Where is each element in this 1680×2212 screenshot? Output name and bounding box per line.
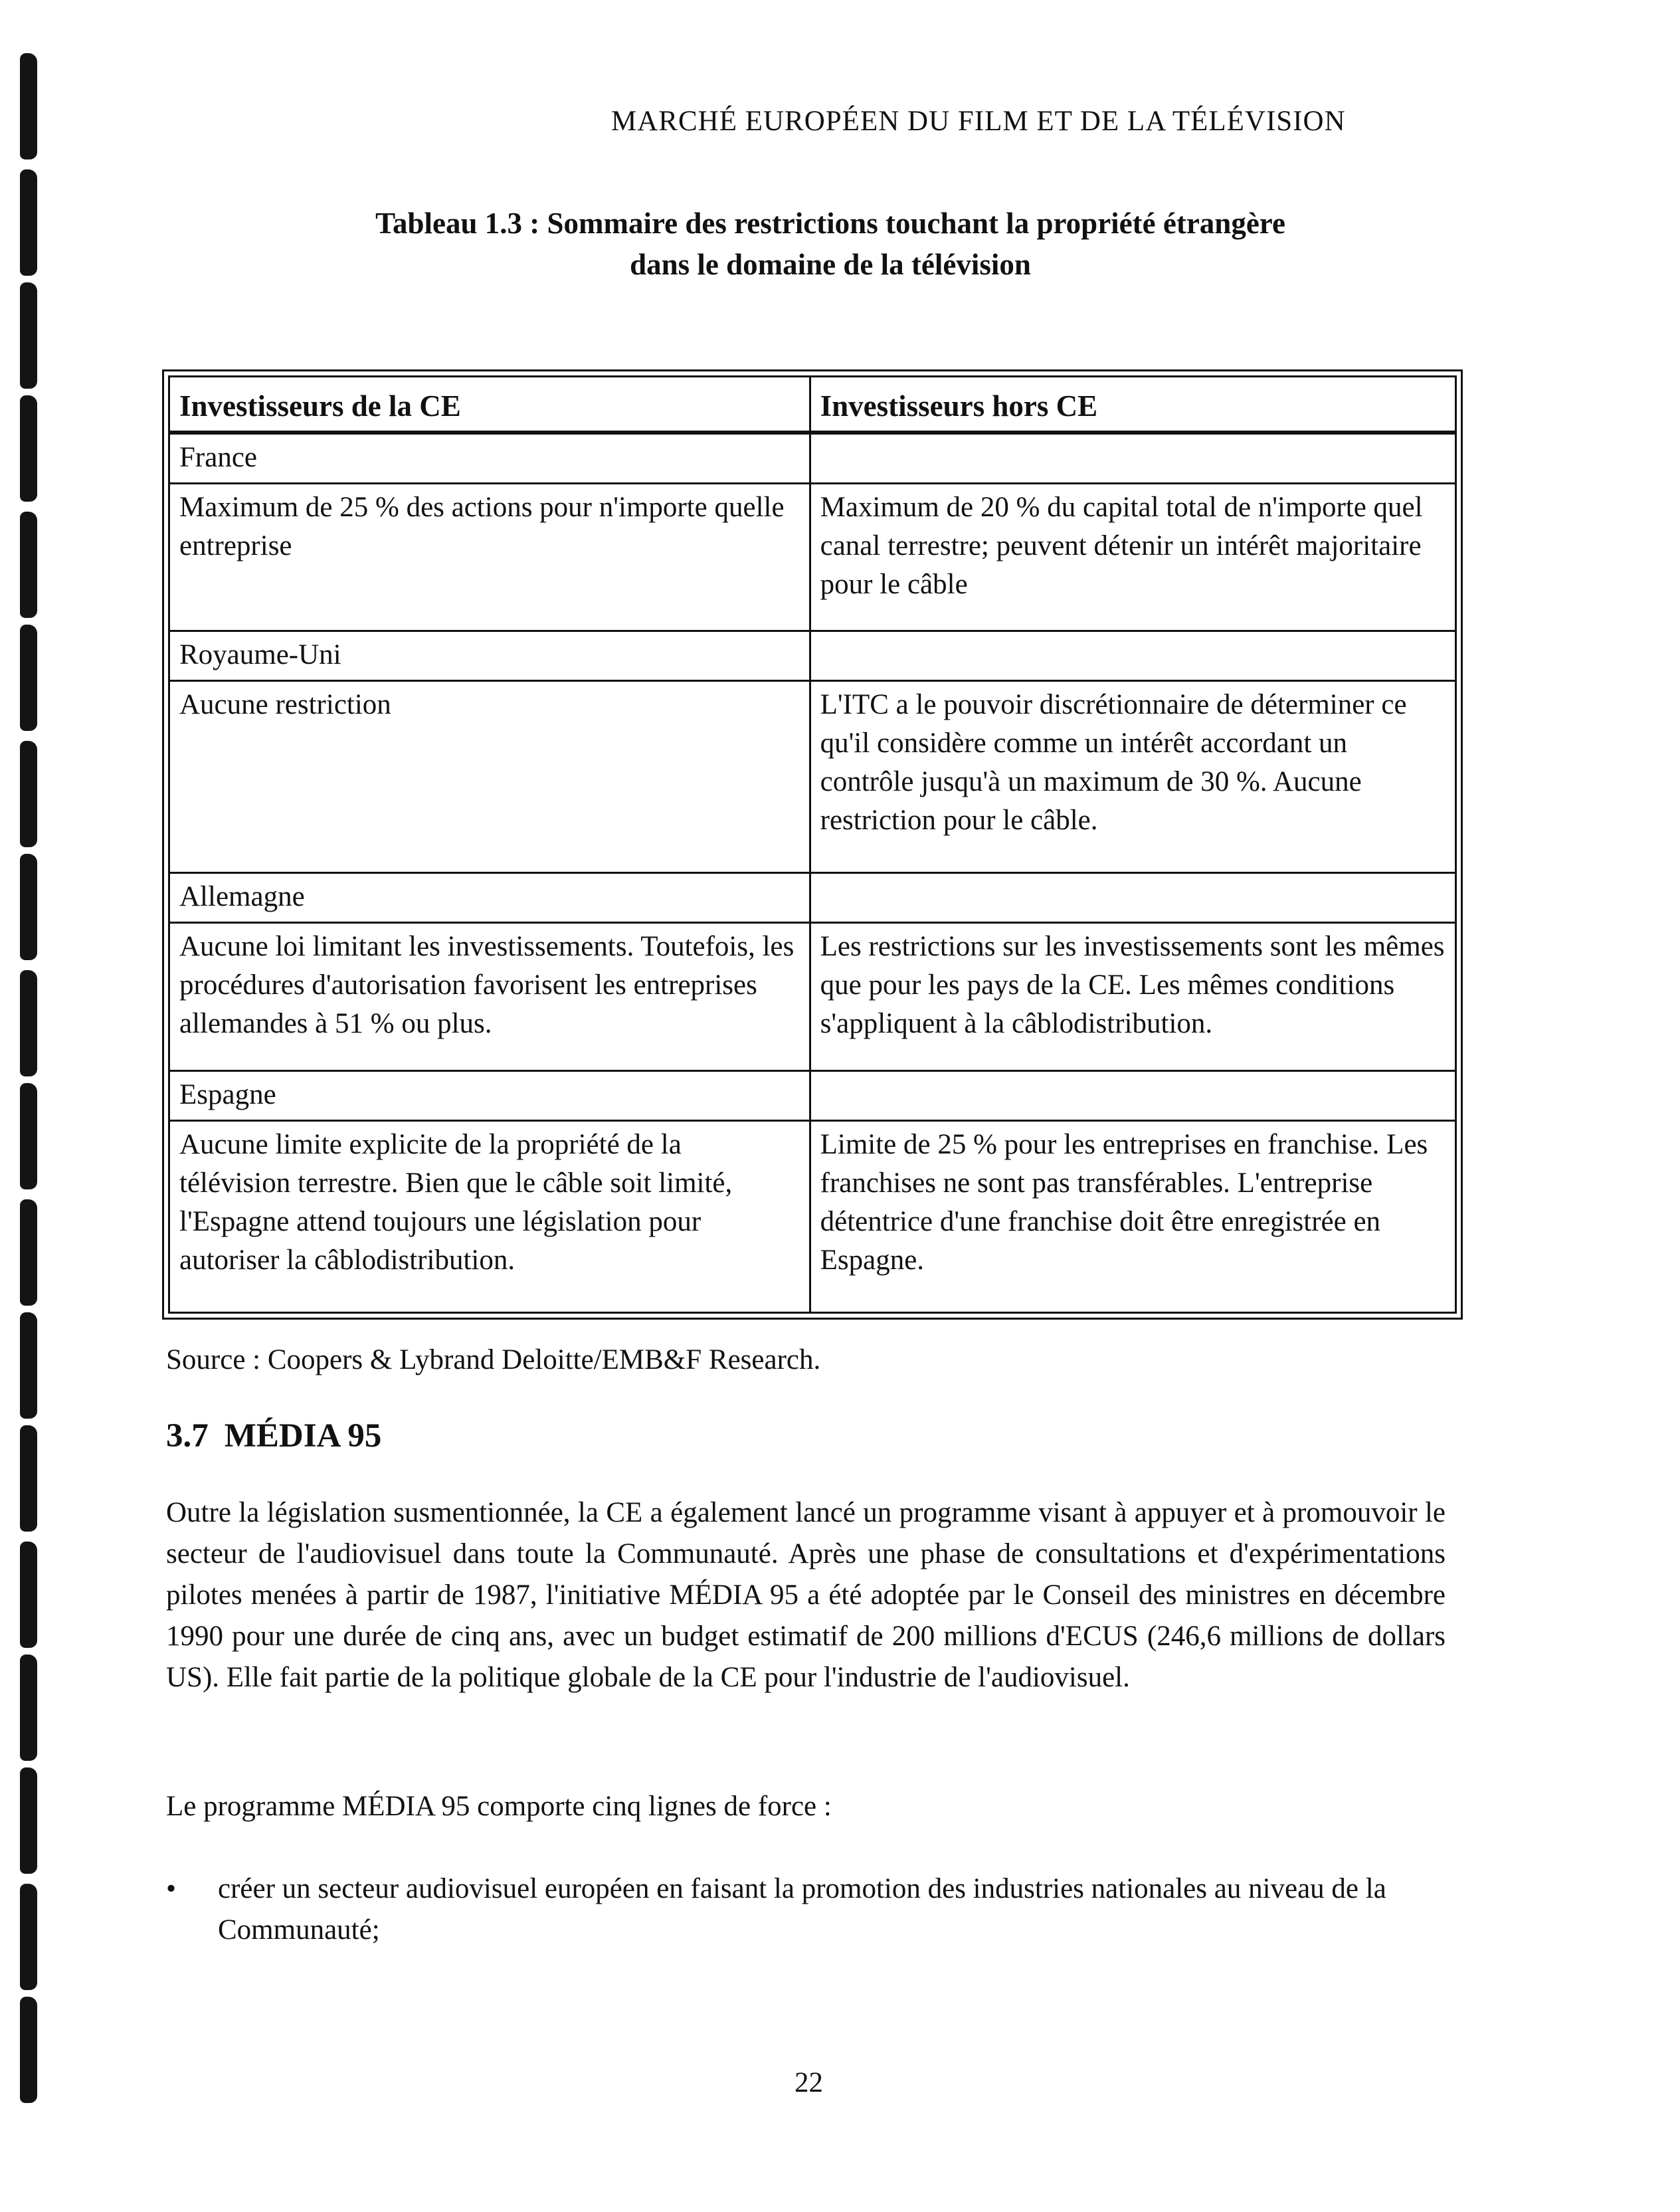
body-paragraph: Le programme MÉDIA 95 comporte cinq lignes de force : — [166, 1791, 832, 1822]
ownership-restrictions-table — [168, 375, 1457, 1314]
binding-hole — [20, 1997, 37, 2103]
binding-hole — [20, 512, 37, 618]
table-row — [169, 484, 1456, 631]
binding-hole — [20, 1542, 37, 1648]
country-row — [169, 433, 1456, 484]
cell-ce: Maximum de 25 % des actions pour n'importe quelle entreprise — [169, 484, 810, 631]
table-caption — [199, 203, 1461, 285]
empty-cell — [810, 873, 1455, 923]
country-row — [169, 631, 1456, 681]
country-label: Royaume-Uni — [169, 631, 810, 681]
empty-cell — [810, 433, 1455, 484]
table-source-note: Source : Coopers & Lybrand Deloitte/EMB&F Research. — [166, 1344, 821, 1375]
binding-holes — [20, 40, 50, 2186]
empty-cell — [810, 631, 1455, 681]
bullet-text: créer un secteur audiovisuel européen en faisant la promotion des industries nationales au niveau de la Communauté; — [218, 1873, 1386, 1946]
column-header-hors-ce: Investisseurs hors CE — [810, 377, 1455, 433]
cell-hors-ce: Les restrictions sur les investissements sont les mêmes que pour les pays de la CE. Les mêmes conditions s'appliquent à la câblodistribution. — [810, 923, 1455, 1070]
cell-hors-ce: L'ITC a le pouvoir discrétionnaire de déterminer ce qu'il considère comme un intérêt accordant un contrôle jusqu'à un maximum de 30 %. Aucune restriction pour le câble. — [810, 681, 1455, 873]
binding-hole — [20, 395, 37, 502]
table-row — [169, 1120, 1456, 1312]
binding-hole — [20, 1655, 37, 1761]
binding-hole — [20, 854, 37, 960]
country-label: France — [169, 433, 810, 484]
table-caption-line2: dans le domaine de la télévision — [630, 248, 1031, 281]
binding-hole — [20, 625, 37, 731]
bullet-list-item — [166, 1868, 1446, 1951]
binding-hole — [20, 1767, 37, 1874]
cell-ce: Aucune limite explicite de la propriété de la télévision terrestre. Bien que le câble soit limité, l'Espagne attend toujours une législation pour autoriser la câblodistribution. — [169, 1120, 810, 1312]
binding-hole — [20, 169, 37, 276]
cell-ce: Aucune restriction — [169, 681, 810, 873]
binding-hole — [20, 282, 37, 389]
table-row — [169, 681, 1456, 873]
binding-hole — [20, 1312, 37, 1419]
cell-hors-ce: Maximum de 20 % du capital total de n'importe quel canal terrestre; peuvent détenir un intérêt majoritaire pour le câble — [810, 484, 1455, 631]
cell-ce: Aucune loi limitant les investissements. Toutefois, les procédures d'autorisation favorisent les entreprises allemandes à 51 % ou plus. — [169, 923, 810, 1070]
table-header-row — [169, 377, 1456, 433]
table-row — [169, 923, 1456, 1070]
binding-hole — [20, 1199, 37, 1306]
binding-hole — [20, 1884, 37, 1990]
page-number: 22 — [794, 2067, 823, 2098]
binding-hole — [20, 741, 37, 847]
binding-hole — [20, 970, 37, 1076]
binding-hole — [20, 1083, 37, 1189]
body-paragraph: Outre la législation susmentionnée, la CE a également lancé un programme visant à appuyer et à promouvoir le secteur de l'audiovisuel dans toute la Communauté. Après une phase de consultations et d'expérimentations pilotes menées à partir de 1987, l'initiative MÉDIA 95 a été adoptée par le Conseil des ministres en décembre 1990 pour une durée de cinq ans, avec un budget estimatif de 200 millions d'ECUS (246,6 millions de dollars US). Elle fait partie de la politique globale de la CE pour l'industrie de l'audiovisuel. — [166, 1497, 1446, 1693]
binding-hole — [20, 53, 37, 159]
section-title: MÉDIA 95 — [224, 1417, 382, 1455]
running-header: MARCHÉ EUROPÉEN DU FILM ET DE LA TÉLÉVISION — [611, 106, 1346, 137]
cell-hors-ce: Limite de 25 % pour les entreprises en franchise. Les franchises ne sont pas transférables. L'entreprise détentrice d'une franchise doit être enregistrée en Espagne. — [810, 1120, 1455, 1312]
column-header-ce: Investisseurs de la CE — [169, 377, 810, 433]
bullet-icon: • — [166, 1873, 177, 1904]
binding-hole — [20, 1425, 37, 1532]
ownership-table-frame — [162, 369, 1463, 1320]
section-heading — [166, 1417, 381, 1455]
country-row — [169, 873, 1456, 923]
empty-cell — [810, 1070, 1455, 1120]
country-label: Espagne — [169, 1070, 810, 1120]
section-number: 3.7 — [166, 1417, 209, 1455]
table-caption-line1: Tableau 1.3 : Sommaire des restrictions touchant la propriété étrangère — [375, 207, 1285, 240]
country-row — [169, 1070, 1456, 1120]
country-label: Allemagne — [169, 873, 810, 923]
